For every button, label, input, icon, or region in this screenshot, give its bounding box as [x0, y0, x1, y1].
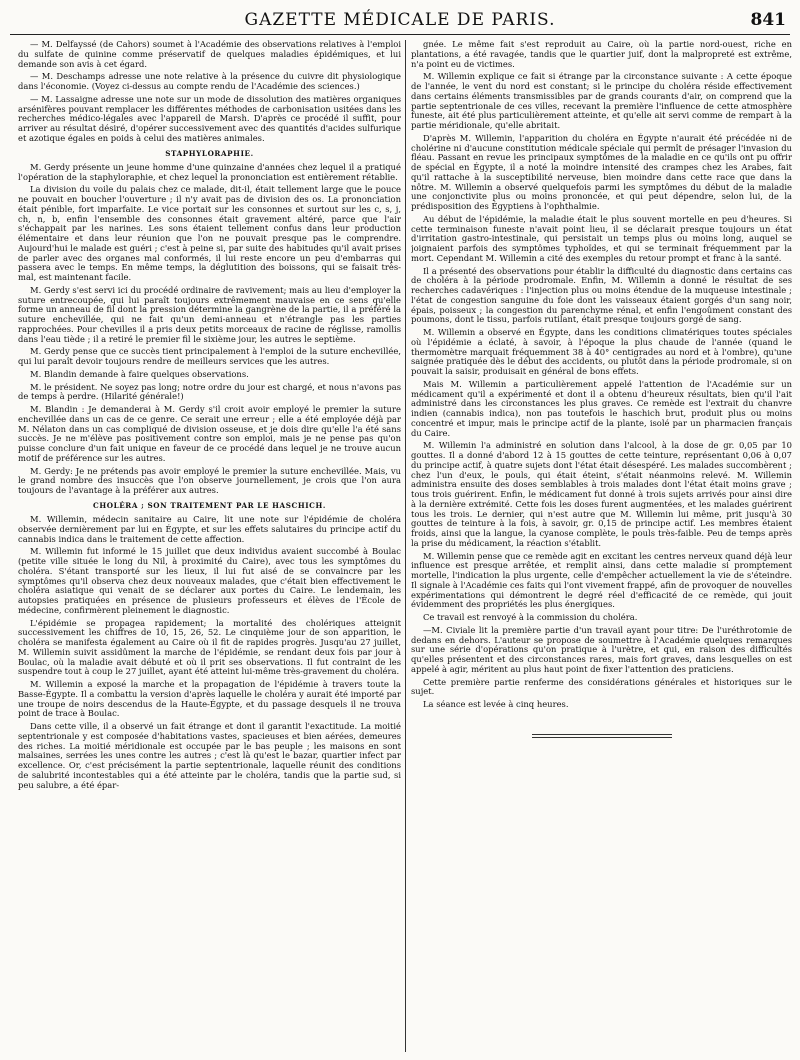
column-divider — [405, 40, 406, 1052]
paragraph: — M. Delfayssé (de Cahors) soumet à l'Académie des observations relatives à l'emploi du sulfate de quinine comme préservatif de quelques maladies épidémiques, et lui demande son avis à cet égard. — [18, 40, 401, 69]
paragraph: M. Blandin demande à faire quelques observations. — [30, 368, 249, 379]
paragraph: M. Willemin fut informé le 15 juillet que deux individus avaient succombé à Boulac (petite ville située le long du Nil, à proximité du Caire), avec tous les symptômes du choléra. S'étant transporté sur les lieux, il lui fut aisé de se convaincre par les symptômes qu'il observa chez deux nouveaux malades, que c'était bien effectivement le choléra asiatique qui venait de se déclarer aux portes du Caire. Le lendemain, les autopsies pratiquées en présence de plusieurs professeurs et élèves de l'École de médecine, confirmèrent pleinement le diagnostic. — [18, 546, 401, 615]
closing-rule — [532, 734, 672, 735]
closing-rule-second — [532, 737, 672, 738]
right-column — [411, 40, 792, 1052]
paragraph: M. Willemin l'a administré en solution dans l'alcool, à la dose de gr. 0,05 par 10 gouttes. Il a donné d'abord 12 à 15 gouttes de cette teinture, représentant 0,06 à 0,07 du principe actif, à quatre sujets dont l'état était désespéré. Les malades succombèrent ; chez l'un d'eux, le pouls, qui était éteint, s'était néanmoins relevé. M. Willemin administra ensuite des doses semblables à trois malades dont l'état était moins grave ; tous trois guérirent. Enfin, le médicament fut donné à trois sujets arrivés pour ainsi dire à la dernière extrémité. Cette fois les doses furent augmentées, et les malades guérirent tous les trois. Le dernier, qui n'est autre que M. Willemin lui même, prit jusqu'à 30 gouttes de teinture à la fois, à savoir, gr. 0,15 de principe actif. Les membres étaient froids, ainsi que la langue, la cyanose complète, le pouls très-faible. Peu de temps après la prise du médicament, la réaction s'établit. — [411, 440, 792, 548]
paragraph: M. Willemin a observé en Égypte, dans les conditions climatériques toutes spéciales où l'épidémie a éclaté, à savoir, à l'époque la plus chaude de l'année (quand le thermomètre marquait fréquemment 38 à 40° centigrades au nord et à l'ombre), qu'une saignée pratiquée dès le début des accidents, ou plutôt dans la période prodromale, si on pouvait la saisir, produisait en général de bons effets. — [411, 327, 792, 376]
paragraph: M. Gerdy: Je ne prétends pas avoir employé le premier la suture enchevillée. Mais, vu le grand nombre des insuccès que l'on observe journellement, je crois que l'on aura toujours de l'avantage à la préférer aux autres. — [18, 465, 401, 496]
left-column — [18, 40, 401, 1052]
paragraph: M. Willemin a exposé la marche et la propagation de l'épidémie à travers toute la Basse-Égypte. Il a combattu la version d'après laquelle le choléra y aurait été importé par une troupe de noirs descendus de la Haute-Égypte, et du passage desquels il ne trouva point de trace à Boulac. — [18, 679, 401, 719]
page-number: 841 — [750, 10, 786, 30]
masthead — [10, 8, 790, 35]
paragraph: La division du voile du palais chez ce malade, dit-il, était tellement large que le pouce ne pouvait en boucher l'ouverture ; il n'y avait pas de division des os. La prononciation était pénible, fort imparfaite. Le vice portait sur les consonnes et surtout sur les c, s, j, ch, n, b, enfin l'ensemble des consonnes était gravement altéré, parce que l'air s'échappait par les narines. Les sons étaient tellement confus dans leur production élémentaire et dans leur réunion que l'on ne pouvait presque pas le comprendre. Aujourd'hui le malade est guéri ; c'est à peine si, par suite des habitudes qu'il avait prises de parler avec des organes mal conformés, il lui reste encore un peu d'embarras qui passera avec le temps. En même temps, la déglutition des boissons, qui se faisait très-mal, est maintenant facile. — [18, 184, 401, 283]
paragraph: Il a présenté des observations pour établir la difficulté du diagnostic dans certains cas de choléra à la période prodromale. Enfin, M. Willemin a donné le résultat de ses recherches cadavériques : l'injection plus ou moins étendue de la muqueuse intestinale ; l'état de congestion sanguine du foie dont les vaisseaux étaient gorgés d'un sang noir, épais, poisseux ; la congestion du parenchyme rénal, et enfin l'engoûment constant des poumons, dont le tissu, parfois rutilant, était presque toujours gorgé de sang. — [411, 265, 792, 325]
paragraph: L'épidémie se propagea rapidement; la mortalité des cholériques atteignit successivement les chiffres de 10, 15, 26, 52. Le cinquième jour de son apparition, le choléra se manifesta également au Caire où il fit de rapides progrès. Jusqu'au 27 juillet, M. Willemin suivit assidûment la marche de l'épidémie, se rendant deux fois par jour à Boulac, où la maladie avait débuté et où il prit ses observations. Il fut contraint de les suspendre tout à coup le 27 juillet, ayant été atteint lui-même très-gravement du choléra. — [18, 617, 401, 677]
paragraph: Ce travail est renvoyé à la commission du choléra. — [423, 612, 638, 622]
paragraph: M. Willemin, médecin sanitaire au Caire, lit une note sur l'épidémie de choléra observée dernièrement par lui en Égypte, et sur les effets salutaires du principe actif du cannabis indica dans le traitement de cette affection. — [18, 514, 401, 544]
staphyloraphie-section — [18, 163, 401, 496]
paragraph: Cette première partie renferme des considérations générales et historiques sur le sujet. — [411, 676, 792, 697]
paragraph: M. Blandin : Je demanderai à M. Gerdy s'il croit avoir employé le premier la suture enchevillée dans un cas de ce genre. Ce serait une erreur ; elle a été employée déjà par M. Nélaton dans un cas compliqué de division osseuse, et je dois dire qu'elle l'a été sans succès. Je ne m'élève pas positivement contre son emploi, mais je ne pense pas qu'on puisse conclure d'un fait unique en faveur de ce procédé dans lequel je ne trouve aucun motif de préférence sur les autres. — [18, 404, 401, 463]
paragraph: — M. Deschamps adresse une note relative à la présence du cuivre dit physiologique dans l'économie. (Voyez ci-dessus au compte rendu de l'Académie des sciences.) — [18, 71, 401, 91]
paragraph: Dans cette ville, il a observé un fait étrange et dont il garantit l'exactitude. La moitié septentrionale y est composée d'habitations vastes, spacieuses et bien aérées, demeures des riches. La moitié méridionale est occupée par le bas peuple ; les maisons en sont malsaines, serrées les unes contre les autres ; c'est là qu'est le bazar, quartier infect par excellence. Or, c'est précisément la partie septentrionale, laquelle réunit des conditions de salubrité incontestables qui a été atteinte par le choléra, tandis que la partie sud, si peu salubre, a été épar- — [18, 721, 401, 790]
paragraph: Mais M. Willemin a particulièrement appelé l'attention de l'Académie sur un médicament qu'il a expérimenté et dont il a obtenu d'heureux résultats, bien qu'il l'ait administré dans les circonstances les plus graves. Ce remède est l'extrait du chanvre indien (cannabis indica), non pas toutefois le haschich brut, produit plus ou moins concentré et impur, mais le principe actif de la plante, isolé par un pharmacien français du Caire. — [411, 378, 792, 438]
paragraph: — M. Lassaigne adresse une note sur un mode de dissolution des matières organiques arsénifères pouvant remplacer les différentes méthodes de carbonisation usitées dans les recherches médico-légales avec l'appareil de Marsh. D'après ce procédé il suffit, pour arriver au résultat désiré, d'opérer successivement avec des quantités d'acides sulfurique et azotique égales en poids à celui des matières animales. — [18, 93, 401, 143]
paragraph: Au début de l'épidémie, la maladie était le plus souvent mortelle en peu d'heures. Si cette terminaison funeste n'avait point lieu, il se déclarait presque toujours un état d'irritation gastro-intestinale, qui persistait un temps plus ou moins long, auquel se joignaient parfois des symptômes typhoïdes, et qui se terminait fréquemment par la mort. Cependant M. Willemin a cité des exemples du retour prompt et franc à la santé. — [411, 213, 792, 263]
paragraph: M. le président. Ne soyez pas long; notre ordre du jour est chargé, et nous n'avons pas de temps à perdre. (Hilarité générale!) — [18, 381, 401, 402]
publication-title: GAZETTE MÉDICALE DE PARIS. — [244, 10, 556, 30]
paragraph: gnée. Le même fait s'est reproduit au Caire, où la partie nord-ouest, riche en plantations, a été ravagée, tandis que le quartier juif, dont la malpropreté est extrême, n'a point eu de victimes. — [411, 40, 792, 69]
paragraph: M. Willemin explique ce fait si étrange par la circonstance suivante : A cette époque de l'année, le vent du nord est constant; si le principe du choléra réside effectivement dans certains éléments transmissibles par de grands courants d'air, on comprend que la partie septentrionale de ces villes, recevant la première l'influence de cette atmosphère funeste, ait été plus particulièrement atteinte, et qu'elle ait servi comme de rempart à la partie méridionale, qu'elle abritait. — [411, 71, 792, 130]
paragraph: M. Gerdy s'est servi ici du procédé ordinaire de ravivement; mais au lieu d'employer la suture entrecoupée, qui lui paraît toujours extrêmement mauvaise en ce sens qu'elle forme un anneau de fil dont la pression détermine la gangrène de la partie, il a préféré la suture enchevillée, qui ne fait qu'un demi-anneau et n'étrangle pas les parties rapprochées. Pour chevilles il a pris deux petits morceaux de racine de réglisse, ramollis dans l'eau tiède ; il a retiré le premier fil le sixième jour, les autres le septième. — [18, 284, 401, 344]
cholera-section — [18, 515, 401, 790]
right-column-body — [411, 40, 792, 710]
paragraph: D'après M. Willemin, l'apparition du choléra en Égypte n'aurait été précédée ni de cholérine ni d'aucune constitution médicale spéciale qui permît de présager l'invasion du fléau. Passant en revue les principaux symptômes de la maladie en ce qu'ils ont pu offrir de spécial en Égypte, il a noté la moindre intensité des crampes chez les Arabes, fait qu'il rattache à la susceptibilité nerveuse, bien moindre dans cette race que dans la nôtre. M. Willemin a observé quelquefois parmi les symptômes du début de la maladie une conjonctivite plus ou moins prononcée, et qui peut dépendre, selon lui, de la prédisposition des Égyptiens à l'ophthalmie. — [411, 132, 792, 211]
paragraph: La séance est levée à cinq heures. — [423, 699, 569, 709]
paragraph: —M. Civiale lit la première partie d'un travail ayant pour titre: De l'uréthrotomie de dedans en dehors. L'auteur se propose de soumettre à l'Académie quelques remarques sur une série d'opérations qu'on pratique à l'urètre, et qui, en raison des difficultés qu'elles présentent et des circonstances rares, mais fort graves, dans lesquelles on est appelé à agir, méritent au plus haut point de fixer l'attention des praticiens. — [411, 624, 792, 674]
section-heading-staphyloraphie: STAPHYLORAPHIE. — [165, 148, 254, 158]
paragraph: M. Willemin pense que ce remède agit en excitant les centres nerveux quand déjà leur influence est presque arrêtée, et remplit ainsi, dans cette maladie si promptement mortelle, l'indication la plus urgente, celle d'empêcher actuellement la vie de s'éteindre. Il signale à l'Académie ces faits qui l'ont vivement frappé, afin de provoquer de nouvelles expérimentations qui démontrent le degré réel d'efficacité de ce remède, qui jouit évidemment des propriétés les plus énergiques. — [411, 550, 792, 610]
paragraph: M. Gerdy pense que ce succès tient principalement à l'emploi de la suture enchevillée, qui lui paraît devoir toujours rendre de meilleurs services que les autres. — [18, 346, 401, 367]
intro-notes — [18, 40, 401, 144]
section-heading-cholera: CHOLÉRA ; SON TRAITEMENT PAR LE HASCHICH. — [93, 500, 326, 510]
paragraph: M. Gerdy présente un jeune homme d'une quinzaine d'années chez lequel il a pratiqué l'opération de la staphyloraphie, et chez lequel la prononciation est entièrement rétablie. — [18, 161, 401, 182]
